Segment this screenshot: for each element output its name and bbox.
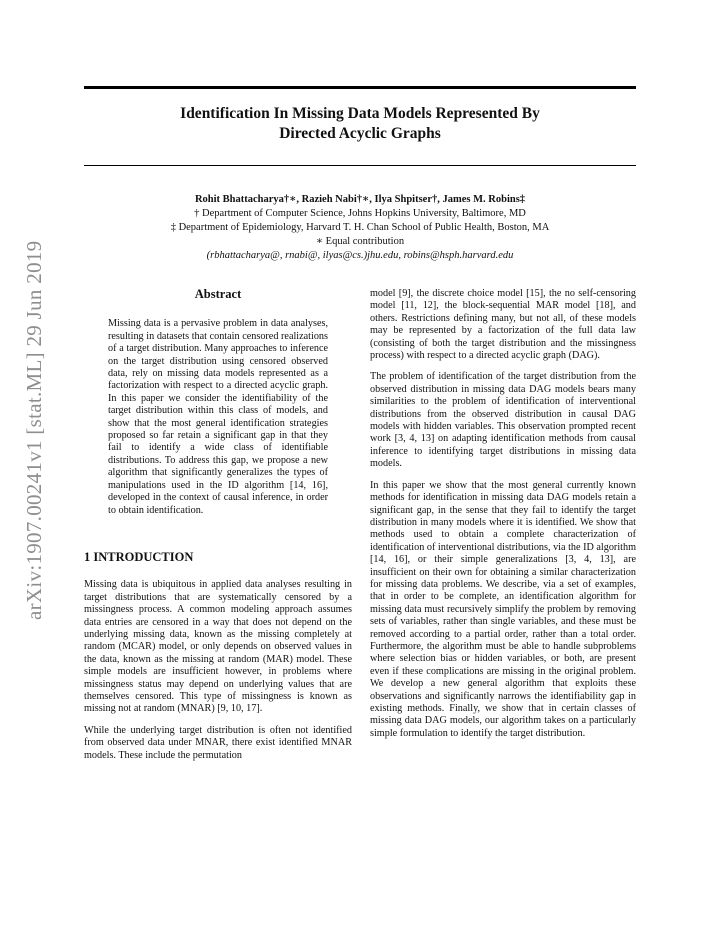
right-paragraph-2: The problem of identification of the target distribution from the observed distribution in missing data DAG models bears many similarities to the problem of identification of interventional distributions from the observed distribution in causal DAG models with hidden variables. This observation prompted recent work [3, 4, 13] on adapting identification methods from causal inference to identifying target distributions in missing data models. [370, 371, 636, 470]
author-emails: (rbhattacharya@, rnabi@, ilyas@cs.)jhu.edu, robins@hsph.harvard.edu [206, 250, 514, 261]
arxiv-stamp: arXiv:1907.00241v1 [stat.ML] 29 Jun 2019 [22, 240, 46, 620]
right-paragraph-1: model [9], the discrete choice model [15], the no self-censoring model [11, 12], the block-sequential MAR model [18], and others. Restrictions defining many, but not all, of these models may be represented by a factorization of the full data law (consisting of both the target distribution and the missingness process) with respect to a directed acyclic graph (DAG). [370, 288, 636, 362]
section-heading-introduction: 1 INTRODUCTION [84, 549, 194, 564]
intro-paragraph-2: While the underlying target distribution is often not identified from observed data under MNAR, there exist identified MNAR models. These include the permutation [84, 724, 352, 761]
paper-title [84, 104, 636, 144]
title-line-2: Directed Acyclic Graphs [279, 125, 441, 142]
intro-paragraph-1: Missing data is ubiquitous in applied data analyses resulting in target distributions that are systematically censored by a missingness process. A common modeling approach assumes data entries are censored in a way that does not depend on the underlying missing data, known as the missing completely at random (MCAR) model, or only depends on observed values in the data, known as the missing at random (MAR) model. These simple models are insufficient however, in problems where missingness status may depend on underlying values that are themselves censored. This type of missingness is known as missing not at random (MNAR) [9, 10, 17]. [84, 579, 352, 715]
title-rule-bottom [84, 165, 636, 166]
right-paragraph-3: In this paper we show that the most general currently known methods for identification in missing data DAG models retain a significant gap, in the sense that they fail to identify the target distribution in many models where it is identified. We show that methods used to obtain a complete characterization of identification of interventional distributions, via the ID algorithm [14, 16], or their simple generalizations [3, 4, 13], are insufficient on their own for obtaining a similar characterization for missing data problems. We describe, via a set of examples, that in order to be complete, an identification algorithm for missing data must recursively simplify the problem by removing sets of variables, rather than single variables, and these must be removed according to a partial order, rather than a total order. Furthermore, the algorithm must be able to handle subproblems where selection bias or hidden variables, or both, are present even if these complications are missing in the original problem. We develop a new general algorithm that exploits these observations and significantly narrows the identifiability gap in existing methods. Finally, we show that in certain classes of missing data DAG models, our algorithm takes on a particularly simple formulation to identify the target distribution. [370, 479, 636, 739]
right-column [370, 288, 636, 749]
abstract-text: Missing data is a pervasive problem in data analyses, resulting in datasets that contain censored realizations of a target distribution. Many approaches to inference on the target distribution using censored observed data, rely on missing data models represented as a factorization with respect to a directed acyclic graph. In this paper we consider the identifiability of the target distribution within this class of models, and show that the most general identification strategies proposed so far retain a significant gap in that they fail to identify a wide class of identifiable distributions. To address this gap, we propose a new algorithm that significantly generalizes the types of manipulations used in the ID algorithm [14, 16], developed in the context of causal inference, in order to obtain identification. [108, 318, 328, 516]
title-rule-top [84, 86, 636, 89]
affiliation-2: ‡ Department of Epidemiology, Harvard T. H. Chan School of Public Health, Boston, MA [170, 222, 550, 233]
equal-contribution-note: ∗ Equal contribution [315, 236, 405, 247]
title-line-1: Identification In Missing Data Models Represented By [180, 105, 540, 122]
affiliation-1: † Department of Computer Science, Johns Hopkins University, Baltimore, MD [194, 208, 526, 219]
abstract-heading: Abstract [194, 287, 242, 301]
author-names: Rohit Bhattacharya†∗, Razieh Nabi†∗, Ilya Shpitser†, James M. Robins‡ [194, 194, 526, 205]
left-column [84, 288, 352, 771]
author-block [84, 193, 636, 263]
